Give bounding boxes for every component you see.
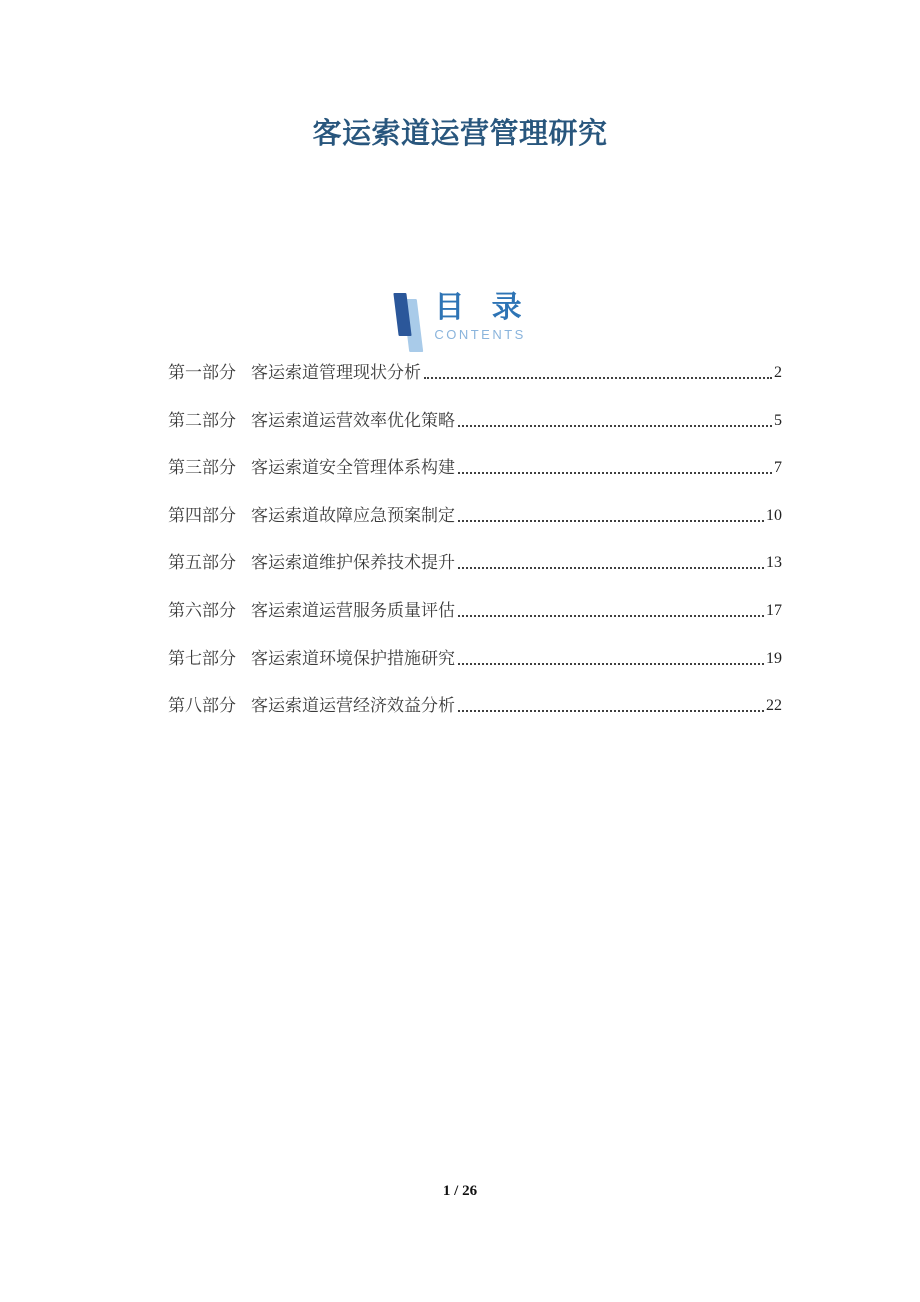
toc-entry-part: 第七部分 (168, 648, 236, 668)
toc-entry-page-number: 10 (766, 506, 782, 524)
page-number-indicator: 1 / 26 (442, 1183, 478, 1199)
toc-leader-dots (458, 411, 772, 427)
toc-subheading: CONTENTS (434, 326, 526, 342)
toc-entry[interactable] (168, 696, 782, 744)
page-footer (0, 1183, 920, 1200)
toc-entry[interactable] (168, 649, 782, 697)
toc-entry-title: 客运索道安全管理体系构建 (251, 458, 455, 478)
toc-entry-part: 第八部分 (168, 696, 236, 716)
toc-entry-page-number: 22 (766, 697, 782, 715)
toc-entry-title: 客运索道环境保护措施研究 (251, 648, 455, 668)
toc-entry-part: 第三部分 (168, 458, 236, 478)
toc-leader-dots (458, 506, 764, 522)
toc-leader-dots (458, 649, 764, 665)
toc-entry-page-number: 2 (774, 364, 782, 381)
toc-entry-part: 第六部分 (168, 600, 236, 620)
toc-entry[interactable] (168, 553, 782, 601)
toc-entry-part: 第五部分 (168, 553, 236, 573)
toc-leader-dots (458, 601, 764, 617)
toc-header (0, 291, 920, 357)
toc-heading-group (434, 291, 526, 342)
toc-entry-part: 第四部分 (168, 505, 236, 525)
toc-heading: 目 录 (434, 291, 527, 324)
toc-entry-title: 客运索道故障应急预案制定 (251, 505, 455, 525)
toc-entry-title: 客运索道运营经济效益分析 (251, 696, 455, 716)
toc-entry-page-number: 19 (766, 649, 782, 667)
document-title: 客运索道运营管理研究 (312, 118, 608, 150)
toc-entry-page-number: 17 (766, 601, 782, 619)
toc-entry[interactable] (168, 601, 782, 649)
toc-entry-page-number: 5 (774, 411, 782, 429)
toc-entry-title: 客运索道维护保养技术提升 (251, 553, 455, 573)
toc-entry[interactable] (168, 458, 782, 506)
toc-list (168, 363, 782, 744)
toc-entry-title: 客运索道运营效率优化策略 (251, 410, 455, 430)
toc-entry-part: 第二部分 (168, 410, 236, 430)
toc-leader-dots (458, 553, 764, 569)
toc-entry-title: 客运索道管理现状分析 (251, 363, 421, 382)
toc-entry-page-number: 7 (774, 459, 782, 477)
toc-leader-dots (458, 458, 772, 474)
toc-entry-page-number: 13 (766, 554, 782, 572)
toc-leader-dots (458, 696, 764, 712)
toc-entry-title: 客运索道运营服务质量评估 (251, 600, 455, 620)
toc-entry-part: 第一部分 (168, 363, 236, 382)
toc-entry[interactable] (168, 363, 782, 411)
toc-leader-dots (424, 363, 772, 379)
toc-entry[interactable] (168, 506, 782, 554)
toc-marker-icon (393, 293, 427, 357)
toc-entry[interactable] (168, 411, 782, 459)
